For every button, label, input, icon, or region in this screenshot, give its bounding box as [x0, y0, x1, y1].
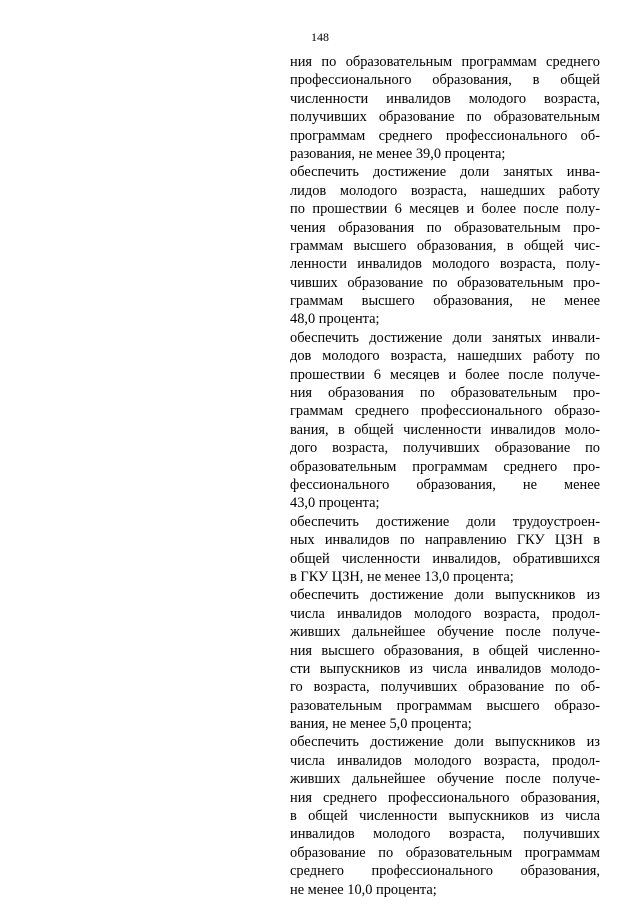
paragraph	[290, 513, 600, 587]
text-line: ленности инвалидов молодого возраста, полу-	[290, 256, 600, 273]
paragraph	[290, 163, 600, 329]
text-line: получивших образование по образовательным	[290, 109, 600, 126]
text-line: программам среднего профессионального об-	[290, 127, 600, 144]
paragraph	[290, 733, 600, 899]
text-line: го возраста, получивших образование по об-	[290, 679, 600, 696]
text-line: обеспечить достижение доли выпускников из	[290, 734, 600, 751]
text-line: сти выпускников из числа инвалидов молодо-	[290, 660, 600, 677]
text-line: ния образования по образовательным про-	[290, 385, 600, 402]
text-line: 43,0 процента;	[290, 495, 380, 512]
text-line: инвалидов молодого возраста, получивших	[290, 826, 600, 843]
text-line: общей численности инвалидов, обратившихся	[290, 550, 600, 567]
text-line: разовательным программам высшего образо-	[290, 697, 600, 714]
text-line: прошествии 6 месяцев и более после получе-	[290, 366, 600, 383]
text-line: обеспечить достижение доли выпускников из	[290, 587, 600, 604]
text-line: 48,0 процента;	[290, 311, 380, 328]
paragraph	[290, 329, 600, 513]
text-line: фессионального образования, не менее	[290, 476, 600, 493]
text-line: в ГКУ ЦЗН, не менее 13,0 процента;	[290, 568, 514, 585]
text-line: обеспечить достижение доли занятых инва-	[290, 164, 600, 181]
text-line: образование по образовательным программам	[290, 844, 600, 861]
text-line: лидов молодого возраста, нашедших работу	[290, 182, 600, 199]
text-line: обеспечить достижение доли трудоустроен-	[290, 513, 600, 530]
text-line: ных инвалидов по направлению ГКУ ЦЗН в	[290, 532, 600, 549]
text-line: числа инвалидов молодого возраста, продол-	[290, 752, 600, 769]
text-line: обеспечить достижение доли занятых инвали-	[290, 329, 600, 346]
text-line: численности инвалидов молодого возраста,	[290, 90, 600, 107]
page-number: 148	[311, 30, 329, 44]
text-line: дов молодого возраста, нашедших работу по	[290, 348, 600, 365]
text-line: профессионального образования, в общей	[290, 72, 600, 89]
text-line: граммам среднего профессионального образо-	[290, 403, 600, 420]
text-line: живших дальнейшее обучение после получе-	[290, 771, 600, 788]
text-line: вания, в общей численности инвалидов моло-	[290, 421, 600, 438]
paragraph	[290, 586, 600, 733]
text-line: по прошествии 6 месяцев и более после полу-	[290, 201, 600, 218]
text-line: граммам высшего образования, не менее	[290, 293, 600, 310]
text-line: ния среднего профессионального образования,	[290, 789, 600, 806]
text-line: числа инвалидов молодого возраста, продол-	[290, 605, 600, 622]
text-line: среднего профессионального образования,	[290, 863, 600, 880]
text-line: живших дальнейшее обучение после получе-	[290, 624, 600, 641]
text-line: в общей численности выпускников из числа	[290, 808, 600, 825]
text-line: не менее 10,0 процента;	[290, 881, 437, 898]
text-line: ния высшего образования, в общей численно-	[290, 642, 600, 659]
text-line: чения образования по образовательным про-	[290, 219, 600, 236]
text-line: дого возраста, получивших образование по	[290, 440, 600, 457]
text-line: образовательным программам среднего про-	[290, 458, 600, 475]
text-line: вания, не менее 5,0 процента;	[290, 716, 472, 733]
document-text-column	[290, 53, 600, 899]
text-line: ния по образовательным программам среднего	[290, 54, 600, 70]
text-line: разования, не менее 39,0 процента;	[290, 145, 506, 162]
text-line: чивших образование по образовательным про-	[290, 274, 600, 291]
paragraph	[290, 53, 600, 163]
text-line: граммам высшего образования, в общей чис-	[290, 237, 600, 254]
